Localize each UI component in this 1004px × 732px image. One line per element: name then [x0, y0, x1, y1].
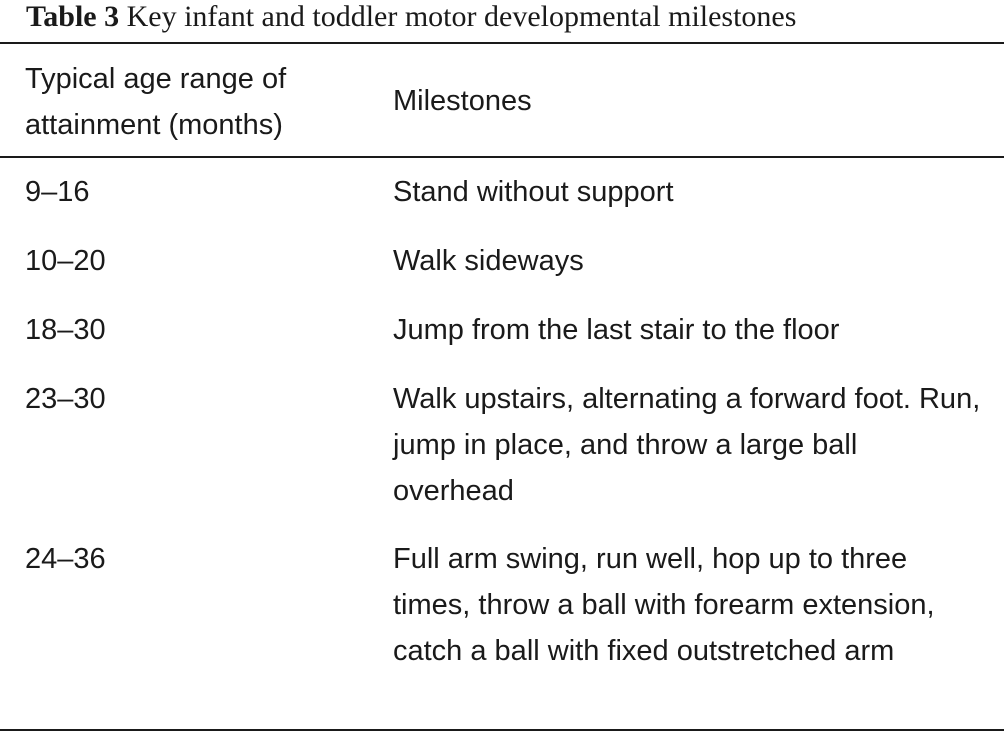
- row-2-age: 10–20: [25, 245, 106, 277]
- table-caption: [26, 0, 796, 36]
- table-bottom-rule: [0, 729, 1004, 731]
- row-5-milestone: Full arm swing, run well, hop up to three times, throw a ball with forearm extension, catch a ball with fixed outstretched arm: [393, 543, 935, 667]
- row-2-milestone: Walk sideways: [393, 245, 584, 277]
- table-top-rule: [0, 42, 1004, 44]
- row-3-milestone: Jump from the last stair to the floor: [393, 314, 840, 346]
- row-5-age: 24–36: [25, 543, 106, 575]
- table-caption-text: Key infant and toddler motor developmental milestones: [119, 0, 797, 33]
- row-4-milestone: Walk upstairs, alternating a forward foot. Run, jump in place, and throw a large ball overhead: [393, 383, 981, 507]
- table-header-rule: [0, 156, 1004, 158]
- row-3-age: 18–30: [25, 314, 106, 346]
- table-caption-label: Table 3: [26, 0, 120, 33]
- row-1-age: 9–16: [25, 176, 90, 208]
- column-header-milestones: Milestones: [393, 85, 532, 117]
- column-header-age: Typical age range of attainment (months): [25, 63, 287, 141]
- row-4-age: 23–30: [25, 383, 106, 415]
- row-1-milestone: Stand without support: [393, 176, 674, 208]
